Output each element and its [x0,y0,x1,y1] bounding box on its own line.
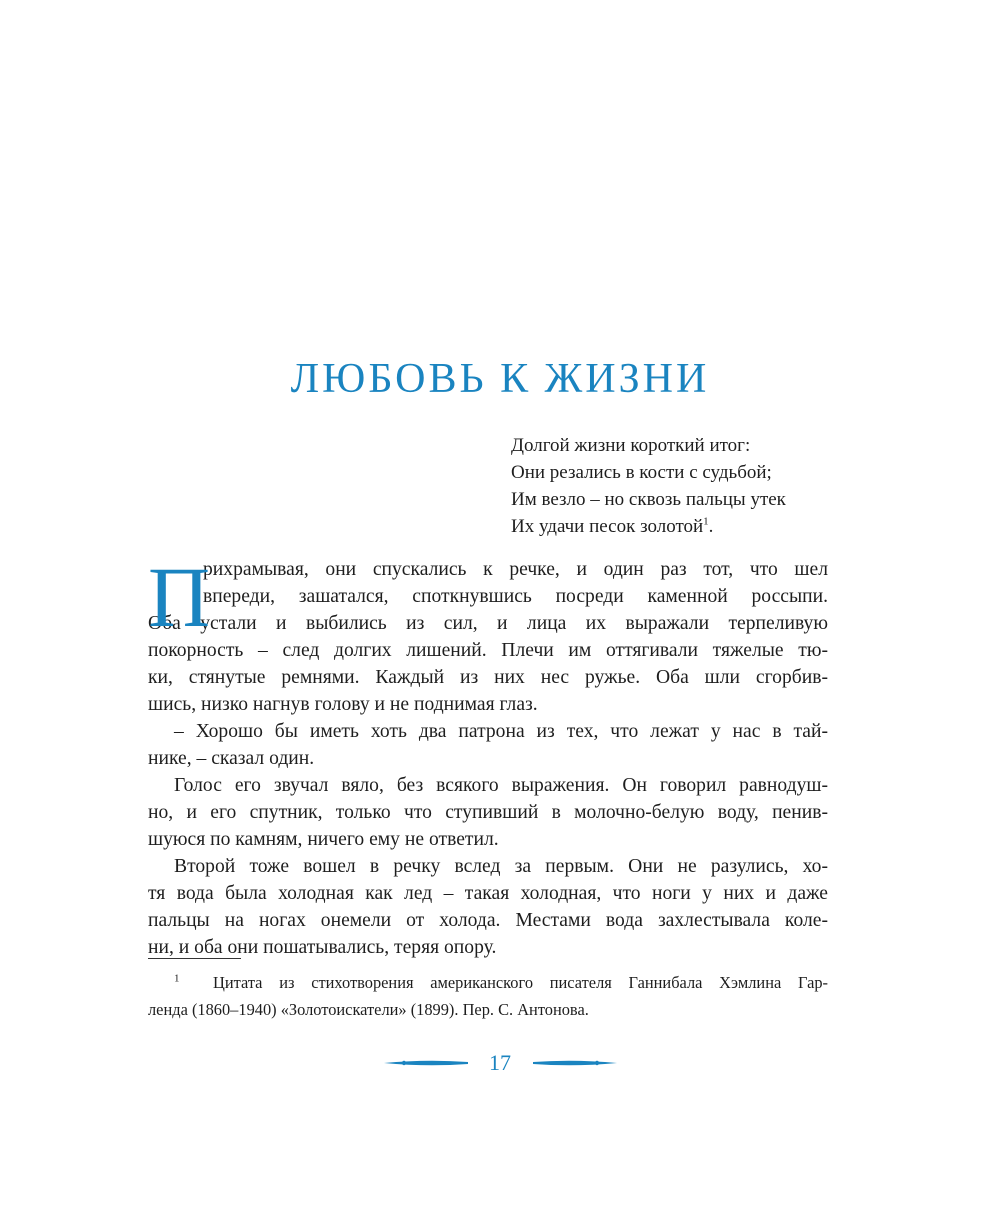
footnote-marker: 1 [174,972,180,985]
drop-cap: П [148,549,211,645]
epigraph-line: Они резались в кости с судьбой; [511,462,772,483]
footnote-line [148,970,828,997]
page-footer [0,1048,1000,1076]
left-flourish-icon [382,1057,470,1069]
footnote-reference: 1 [703,515,709,528]
text-line: впереди, зашатался, споткнувшись посреди каменной россыпи. [203,586,828,607]
epigraph-line: Их удачи песок золотой$^1$. [511,515,714,537]
text-line: Второй тоже вошел в речку вслед за первым. Они не разулись, хо- [174,856,828,877]
text-line: – Хорошо бы иметь хоть два патрона из тех, что лежат у нас в тай- [174,721,828,742]
body-text [148,549,828,961]
footnote-divider [148,958,241,959]
right-flourish-icon [531,1057,619,1069]
epigraph-line-text: Их удачи песок золотой [511,516,704,537]
chapter-title: ЛЮБОВЬ К ЖИЗНИ [290,356,710,402]
text-line: шись, низко нагнув голову и не поднимая глаз. [148,694,538,715]
footnote [148,970,828,1024]
text-line: нике, – сказал один. [148,748,315,769]
text-line: ни, и оба они пошатывались, теряя опору. [148,937,497,958]
text-line: Голос его звучал вяло, без всякого выражения. Он говорил равнодуш- [174,775,828,796]
text-line: рихрамывая, они спускались к речке, и один раз тот, что шел [203,559,828,580]
page-number: 17 [489,1049,511,1075]
text-line: шуюся по камням, ничего ему не ответил. [148,829,499,850]
text-line: но, и его спутник, только что ступивший в молочно-белую воду, пенив- [148,802,828,823]
text-line: пальцы на ногах онемели от холода. Местами вода захлестывала коле- [148,910,828,931]
epigraph [511,432,786,540]
footnote-text: Цитата из стихотворения американского писателя Ганнибала Хэмлина Гар- [213,973,828,992]
footnote-line: ленда (1860–1940) «Золотоискатели» (1899). Пер. С. Антонова. [148,1000,589,1019]
epigraph-line: Долгой жизни короткий итог: [511,435,751,456]
text-line: Оба устали и выбились из сил, и лица их выражали терпеливую [148,613,828,634]
epigraph-line: Им везло – но сквозь пальцы утек [511,489,786,510]
text-line: ки, стянутые ремнями. Каждый из них нес ружье. Оба шли сгорбив- [148,667,828,688]
text-line: тя вода была холодная как лед – такая холодная, что ноги у них и даже [148,883,828,904]
text-line: покорность – след долгих лишений. Плечи им оттягивали тяжелые тю- [148,640,828,661]
